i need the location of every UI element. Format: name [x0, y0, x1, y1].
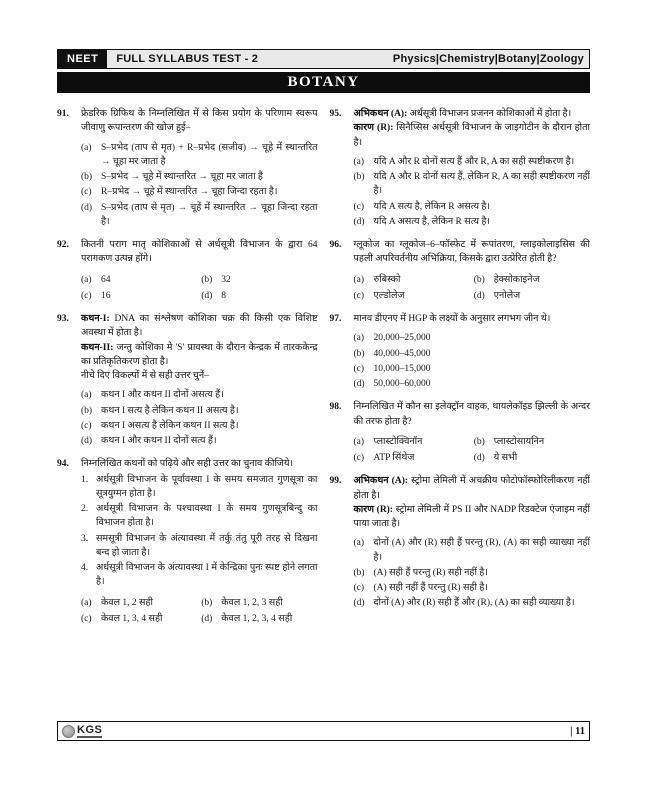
option-label: (d) [353, 216, 365, 227]
option [201, 612, 317, 626]
option-text: प्लास्टोक्विनॉन [373, 436, 423, 447]
option-group [354, 272, 591, 304]
numbered-statement [81, 532, 318, 561]
option-text: S–प्रभेद (ताप से मृत) + R–प्रभेद (सजीव) → चूहे में स्थान्तरित → चूहा मर जाता है [101, 142, 318, 167]
question-paragraph [354, 107, 591, 121]
option [81, 612, 197, 626]
option [201, 596, 317, 610]
text-run: निम्नलिखित कथनों को पढ़िये और सही उत्तर का चुनाव कीजिये। [81, 459, 294, 470]
option-label: (a) [353, 274, 365, 285]
option [354, 273, 470, 287]
bold-run: कथन-I: [81, 314, 110, 324]
option [354, 362, 591, 376]
question-body [354, 474, 591, 610]
option-text: कथन I और कथन II दोनों सत्य हैं। [101, 436, 217, 446]
question-94 [57, 457, 318, 626]
option-text: 40,000–45,000 [373, 348, 431, 359]
option [354, 200, 591, 214]
question-body [354, 400, 591, 465]
option [474, 289, 590, 303]
option-label: (b) [473, 436, 485, 447]
question-number: 96. [329, 240, 342, 250]
option-label: (d) [473, 290, 485, 301]
text-run: जन्तु कोशिका मे 'S' प्रावस्था के दौरान केन्द्रक में तारककेन्द्र का प्रतिकृतिकरण होता है। [81, 342, 318, 367]
option-text: 16 [101, 290, 111, 301]
bold-run: अभिकथन (A): [353, 476, 409, 487]
question-body [354, 107, 591, 229]
option-label: (b) [201, 597, 213, 608]
option [354, 347, 591, 361]
numbered-statement [81, 561, 318, 590]
option-label: (a) [353, 538, 365, 549]
question-paragraph [354, 121, 591, 150]
option-label: (a) [353, 333, 365, 344]
page-footer [57, 721, 590, 741]
option-group [354, 434, 591, 466]
question-92 [57, 238, 318, 303]
option-text: 64 [101, 274, 111, 285]
option-text: दोनों (A) और (R) सही हैं और (R), (A) का सही व्याख्या है। [373, 598, 575, 609]
option-text: 50,000–60,000 [373, 379, 431, 389]
option [81, 289, 197, 303]
question-number: 97. [329, 314, 342, 324]
text-run: स्ट्रोमा लेमिली में अचक्रीय फोटोफॉस्फोरिलीकरण नहीं होता है। [353, 476, 591, 501]
option-text: केवल 1, 2, 3 सही [221, 597, 283, 608]
numbered-statement [81, 473, 318, 502]
option [354, 377, 591, 391]
statement-label: 4. [81, 563, 89, 573]
question-number: 94. [57, 459, 69, 470]
text-run: निम्नलिखित में कौन सा इलेक्ट्रॉन वाहक, थायलेकॉइड झिल्ली के अन्दर की तरफ होता है? [353, 402, 590, 427]
option-label: (d) [201, 613, 213, 624]
question-99 [330, 474, 591, 610]
option [474, 435, 590, 449]
statement-label: 2. [81, 504, 89, 514]
option-text: कथन I और कथन II दोनों असत्य हैं। [101, 390, 224, 401]
question-body [81, 238, 318, 303]
question-paragraph [81, 369, 318, 383]
option [81, 596, 197, 610]
option-text: कथन I असत्य है लेकिन कथन II सत्य है। [101, 420, 239, 431]
section-banner [57, 72, 590, 93]
option [354, 581, 591, 595]
option [81, 419, 318, 433]
text-run: अर्धसूत्री विभाजन प्रजनन कोशिकाओं में होता है। [407, 109, 572, 119]
option-label: (a) [81, 274, 92, 285]
option-group [81, 141, 318, 230]
question-paragraph [81, 312, 318, 341]
question-body [81, 107, 318, 229]
option [81, 273, 197, 287]
option-label: (a) [81, 597, 92, 608]
bold-run: कारण (R): [353, 504, 394, 515]
question-number: 98. [329, 402, 342, 413]
option-label: (c) [81, 187, 92, 198]
option-text: (A) सही नहीं हैं परन्तु (R) सही है। [373, 583, 488, 593]
option-text: 32 [221, 274, 231, 285]
option-label: (c) [353, 290, 365, 301]
kgs-emblem-icon [62, 725, 75, 738]
option [81, 201, 318, 230]
bold-run: कारण (R): [353, 123, 394, 134]
section-title: BOTANY [287, 74, 360, 90]
option-group [354, 331, 591, 391]
option-label: (b) [473, 274, 485, 285]
question-body [354, 238, 591, 303]
option-group [81, 388, 318, 448]
option-label: (c) [353, 453, 365, 463]
subject-list: Physics|Chemistry|Botany|Zoology [392, 53, 584, 65]
option-label: (c) [353, 201, 365, 212]
question-body [81, 457, 318, 626]
option [354, 170, 591, 199]
option-text: R–प्रभेद → चूहे में स्थान्तरित → चूहा जिन्दा रहता है। [101, 187, 278, 198]
statement-text: समसूत्री विभाजन के अंत्यावस्था में तर्कु तंतु पूरी तरह से दिखना बन्द हो जाता है। [96, 533, 318, 558]
text-run: ग्लूकोज का ग्लूकोज–6–फॉस्फेट में रूपांतरण, ग्लाइकोलाइसिस की पहली अपरिवर्तनीय अभिक्रिया, किसके द्वारा उत्प्रेरित होती है? [353, 240, 590, 265]
question-paragraph [81, 238, 318, 267]
publisher-logo [62, 724, 102, 738]
option [354, 435, 470, 449]
question-body [81, 312, 318, 448]
option-label: (b) [353, 567, 365, 578]
option-text: यदि A और R दोनों सत्य हैं, लेकिन R, A का सही स्पष्टीकरण नहीं है। [373, 172, 590, 197]
option-label: (c) [353, 583, 365, 593]
option [474, 273, 590, 287]
question-95 [330, 107, 591, 229]
option-label: (d) [473, 453, 485, 463]
bold-run: कथन-II: [81, 342, 114, 353]
question-96 [330, 238, 591, 303]
statement-text: अर्धसूत्री विभाजन के अंत्यावस्था I में केन्द्रिका पुनः स्पष्ट होने लगता है। [96, 563, 318, 588]
question-93 [57, 312, 318, 448]
question-paragraph [81, 457, 318, 471]
option [474, 451, 590, 465]
option-text: यदि A और R दोनों सत्य हैं और R, A का सही स्पष्टीकरण है। [373, 156, 575, 167]
question-97 [330, 312, 591, 391]
option [354, 215, 591, 229]
option-label: (d) [201, 290, 213, 301]
option-label: (c) [81, 420, 92, 431]
option-label: (a) [81, 390, 92, 401]
text-run: नीचे दिए विकल्पों में से सही उत्तर चुनें– [81, 371, 209, 381]
statement-label: 3. [81, 533, 89, 544]
option-text: दोनों (A) और (R) सही हैं परन्तु (R), (A) का सही व्याख्या नहीं है। [373, 538, 590, 563]
option [81, 141, 318, 170]
option-label: (d) [81, 436, 93, 446]
option [354, 289, 470, 303]
bold-run: अभिकथन (A): [353, 109, 408, 119]
option-label: (c) [81, 290, 92, 301]
option-text: यदि A असत्य है, लेकिन R सत्य है। [373, 216, 490, 227]
option-text: केवल 1, 3, 4 सही [101, 613, 163, 624]
question-paragraph [354, 312, 591, 326]
option-text: हेक्सोकाइनेज [493, 274, 540, 285]
question-91 [57, 107, 318, 229]
text-run: मानव डीएनए में HGP के लक्ष्यों के अनुसार लगभग जीन थे। [353, 314, 551, 324]
option-text: यदि A सत्य है, लेकिन R असत्य है। [373, 201, 490, 212]
option-label: (b) [353, 172, 365, 182]
question-paragraph [354, 474, 591, 503]
option-text: रुबिस्को [373, 274, 401, 285]
question-number: 92. [57, 240, 69, 250]
column-right [330, 107, 591, 707]
option-text: S–प्रभेद (ताप से मृत) → चूहें में स्थान्तरित → चूहा जिन्दा रहता है। [101, 202, 318, 227]
statement-label: 1. [81, 474, 89, 485]
question-98 [330, 400, 591, 465]
column-left [57, 107, 318, 707]
question-number: 99. [329, 476, 342, 487]
option [354, 155, 591, 169]
question-paragraph [81, 107, 318, 136]
question-body [354, 312, 591, 391]
question-paragraph [354, 503, 591, 532]
option-text: 10,000–15,000 [373, 363, 431, 374]
question-content [57, 107, 590, 707]
option-text: केवल 1, 2, 3, 4 सही [221, 613, 293, 624]
option-text: प्लास्टोसायनिन [493, 436, 545, 447]
option-text: (A) सही हैं परन्तु (R) सही नहीं है। [373, 567, 488, 578]
option [81, 434, 318, 448]
option-text: 20,000–25,000 [373, 333, 431, 344]
option-text: कथन I सत्य है लेकिन कथन II असत्य है। [101, 405, 239, 416]
option [354, 596, 591, 610]
option [201, 273, 317, 287]
option-group [81, 272, 318, 304]
option-label: (b) [81, 405, 93, 416]
option-text: ATP सिंथेज [373, 453, 415, 463]
page-header [57, 49, 590, 69]
text-run: कितनी पराग मातृ कोशिकाओं से अर्धसूत्री विभाजन के द्वारा 64 परागकण उत्पन्न होंगे। [81, 240, 318, 265]
option-label: (b) [201, 274, 213, 285]
question-number: 91. [57, 109, 69, 119]
option-label: (a) [81, 142, 92, 153]
option [81, 170, 318, 184]
statement-text: अर्धसूत्री विभाजन के पूर्वावस्था I के समय समजात गुणसूत्रा का सूत्रयुग्मन होता है। [96, 474, 318, 499]
question-paragraph [354, 238, 591, 267]
option-label: (b) [353, 348, 365, 359]
text-run: सिनैप्सिस अर्धसूत्री विभाजन के जाइगोटीन के दौरान होता है। [353, 123, 590, 148]
statement-text: अर्धसूत्री विभाजन के पश्चावस्था I के समय गुणसूत्रबिन्दु का विभाजन होता है। [96, 504, 318, 529]
question-number: 93. [57, 314, 69, 324]
option-group [81, 595, 318, 627]
option [354, 566, 591, 580]
option [201, 289, 317, 303]
page-number: | 11 [570, 725, 585, 737]
option [354, 331, 591, 345]
option-label: (a) [353, 156, 365, 167]
question-number: 95. [329, 109, 342, 119]
option-text: एनोलेज [493, 290, 521, 301]
option [81, 404, 318, 418]
question-paragraph [81, 341, 318, 370]
option-text: एल्डोलेज [373, 290, 405, 301]
option [81, 185, 318, 199]
option-label: (d) [81, 202, 93, 213]
option-label: (d) [353, 379, 365, 389]
option [81, 388, 318, 402]
option-group [354, 155, 591, 229]
text-run: फ्रेडरिक ग्रिफिथ के निम्नलिखित में से किस प्रयोग के परिणाम स्वरूप जीवाणु रूपान्तरण की खोज हुई– [81, 109, 318, 134]
option [354, 536, 591, 565]
option-text: केवल 1, 2 सही [101, 597, 153, 608]
option-label: (d) [353, 598, 365, 609]
option-group [354, 536, 591, 610]
text-run: स्ट्रोमा लेमिली में PS II और NADP रिडक्टेज एंजाइम नहीं पाया जाता है। [353, 504, 590, 529]
exam-badge: NEET [58, 50, 107, 68]
option-label: (c) [81, 613, 92, 624]
text-run: DNA का संश्लेषण कोशिका चक्र की किसी एक विशिष्ट अवस्था में होता है। [81, 314, 318, 339]
option-label: (b) [81, 172, 93, 182]
option-text: ये सभी [493, 453, 518, 463]
option-text: S–प्रभेद → चूहे में स्थान्तरित → चूहा मर जाता है [101, 172, 263, 182]
question-paragraph [354, 400, 591, 429]
publisher-logo-text: KGS [77, 724, 102, 738]
option-text: 8 [221, 290, 226, 301]
option [354, 451, 470, 465]
option-label: (a) [353, 436, 365, 447]
option-label: (c) [353, 363, 365, 374]
numbered-statement [81, 502, 318, 531]
test-title: FULL SYLLABUS TEST - 2 [116, 53, 259, 65]
